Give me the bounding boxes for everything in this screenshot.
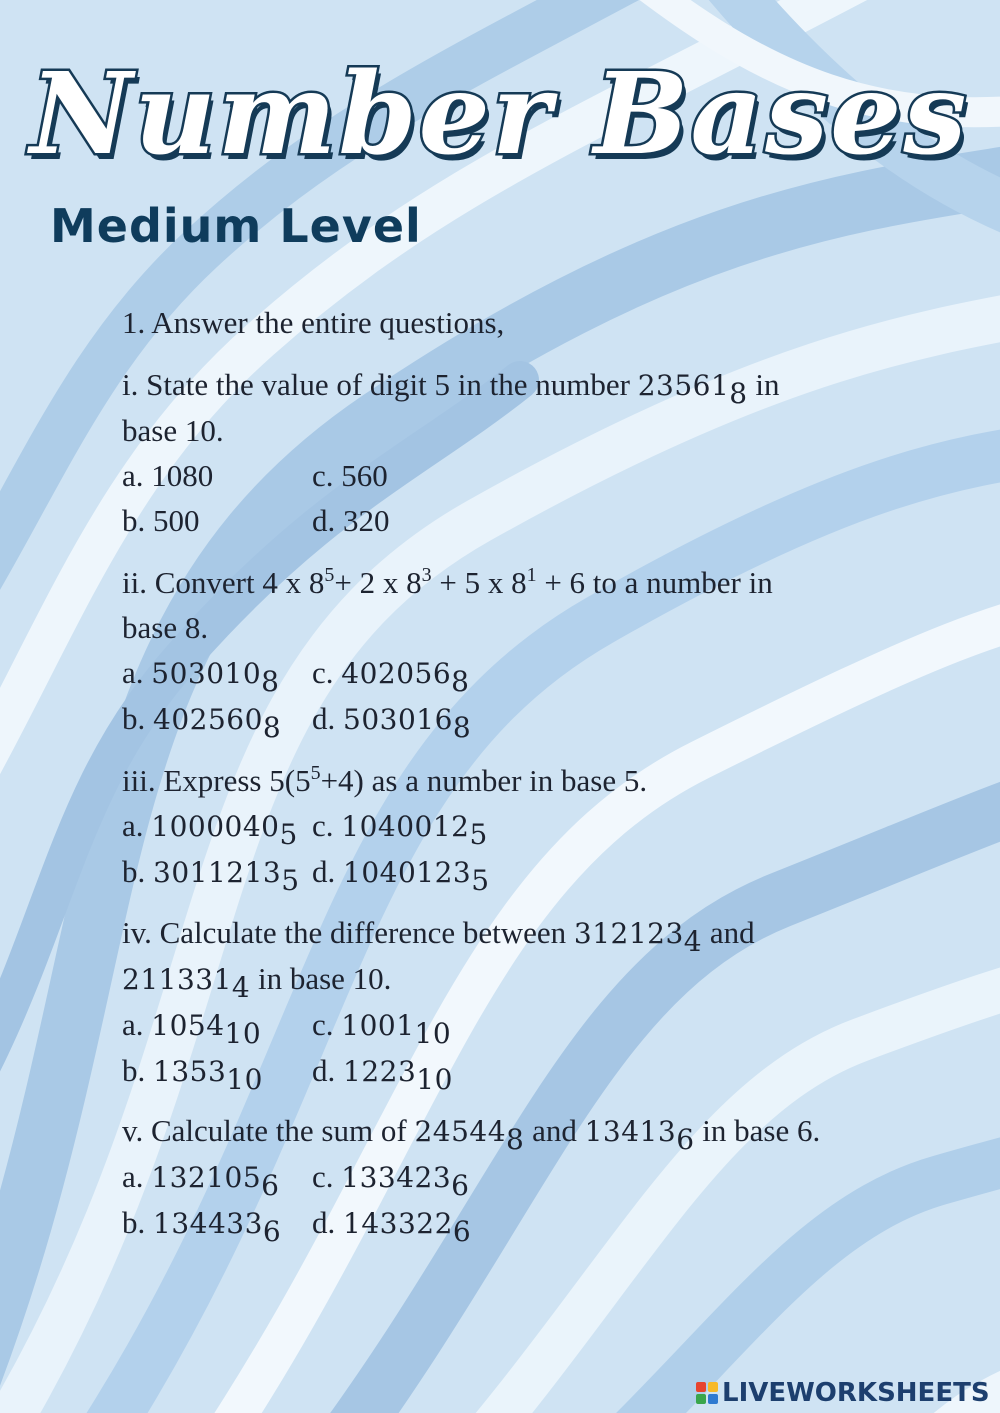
answer-options (122, 803, 882, 895)
question-2: ii. Convert 4 x $8^5+ 2$ x $8^3 + 5$ x $8^1 + 6$ to a number in base 8. a. $503010_8$ c. $402056_8$ b. $402560_8$ d. $503016_8$ (122, 560, 882, 742)
liveworksheets-logo[interactable] (696, 1376, 990, 1410)
brand-name: LIVEWORKSHEETS (722, 1378, 990, 1408)
option-a[interactable]: a. $1054_{10}$ (122, 1007, 262, 1050)
option-d[interactable]: d. $143322_6$ (312, 1205, 472, 1248)
option-d[interactable]: d. $1040123_5$ (312, 854, 490, 897)
question-1: i. State the value of digit 5 in the number $23561_8$ in base 10. a. 1080 c. 560 b. 500 d. 320 (122, 362, 882, 543)
answer-options (122, 650, 882, 742)
option-c[interactable]: c. $1001_{10}$ (312, 1007, 452, 1050)
option-a[interactable]: a. $132105_6$ (122, 1159, 280, 1202)
question-text: iii. Express $5(5^5+4)$ as a number in base 5. (122, 762, 648, 798)
option-b[interactable]: b. 500 (122, 503, 200, 538)
option-c[interactable]: c. $133423_6$ (312, 1159, 470, 1202)
question-text: v. Calculate the sum of $24544_8$ and $13413_6$ in base 6. (122, 1113, 821, 1156)
option-a[interactable]: a. 1080 (122, 458, 214, 493)
answer-options (122, 1002, 882, 1094)
answer-options (122, 453, 882, 543)
question-text: iv. Calculate the difference between $312123_4$ and (122, 915, 755, 958)
option-d[interactable]: d. 320 (312, 503, 390, 538)
option-c[interactable]: c. $402056_8$ (312, 655, 470, 698)
option-c[interactable]: c. 560 (312, 458, 388, 493)
question-3 (122, 758, 882, 895)
option-d[interactable]: d. $503016_8$ (312, 701, 472, 744)
instruction: 1. Answer the entire questions, (122, 305, 505, 340)
option-b[interactable]: b. $134433_6$ (122, 1205, 282, 1248)
question-text: ii. Convert 4 x $8^5+ 2$ x $8^3 + 5$ x $8^1 + 6$ to a number in (122, 564, 773, 600)
worksheet-title: Number Bases (30, 49, 969, 180)
option-a[interactable]: a. $1000040_5$ (122, 808, 298, 851)
option-a[interactable]: a. $503010_8$ (122, 655, 280, 698)
option-b[interactable]: b. $1353_{10}$ (122, 1053, 263, 1096)
question-5 (122, 1108, 882, 1246)
question-text: i. State the value of digit 5 in the number $23561_8$ in (122, 367, 780, 410)
logo-squares-icon (696, 1382, 718, 1404)
option-c[interactable]: c. $1040012_5$ (312, 808, 488, 851)
option-b[interactable]: b. $402560_8$ (122, 701, 282, 744)
answer-options (122, 1154, 882, 1246)
option-d[interactable]: d. $1223_{10}$ (312, 1053, 453, 1096)
option-b[interactable]: b. $3011213_5$ (122, 854, 300, 897)
question-4: iv. Calculate the difference between $312123_4$ and $211331_4$ in base 10. a. $1054_{10}$ c. $1001_{10}$ b. $1353_{10}$ d. $1223_{10}$ (122, 910, 882, 1094)
level-subtitle: Medium Level (50, 199, 422, 253)
